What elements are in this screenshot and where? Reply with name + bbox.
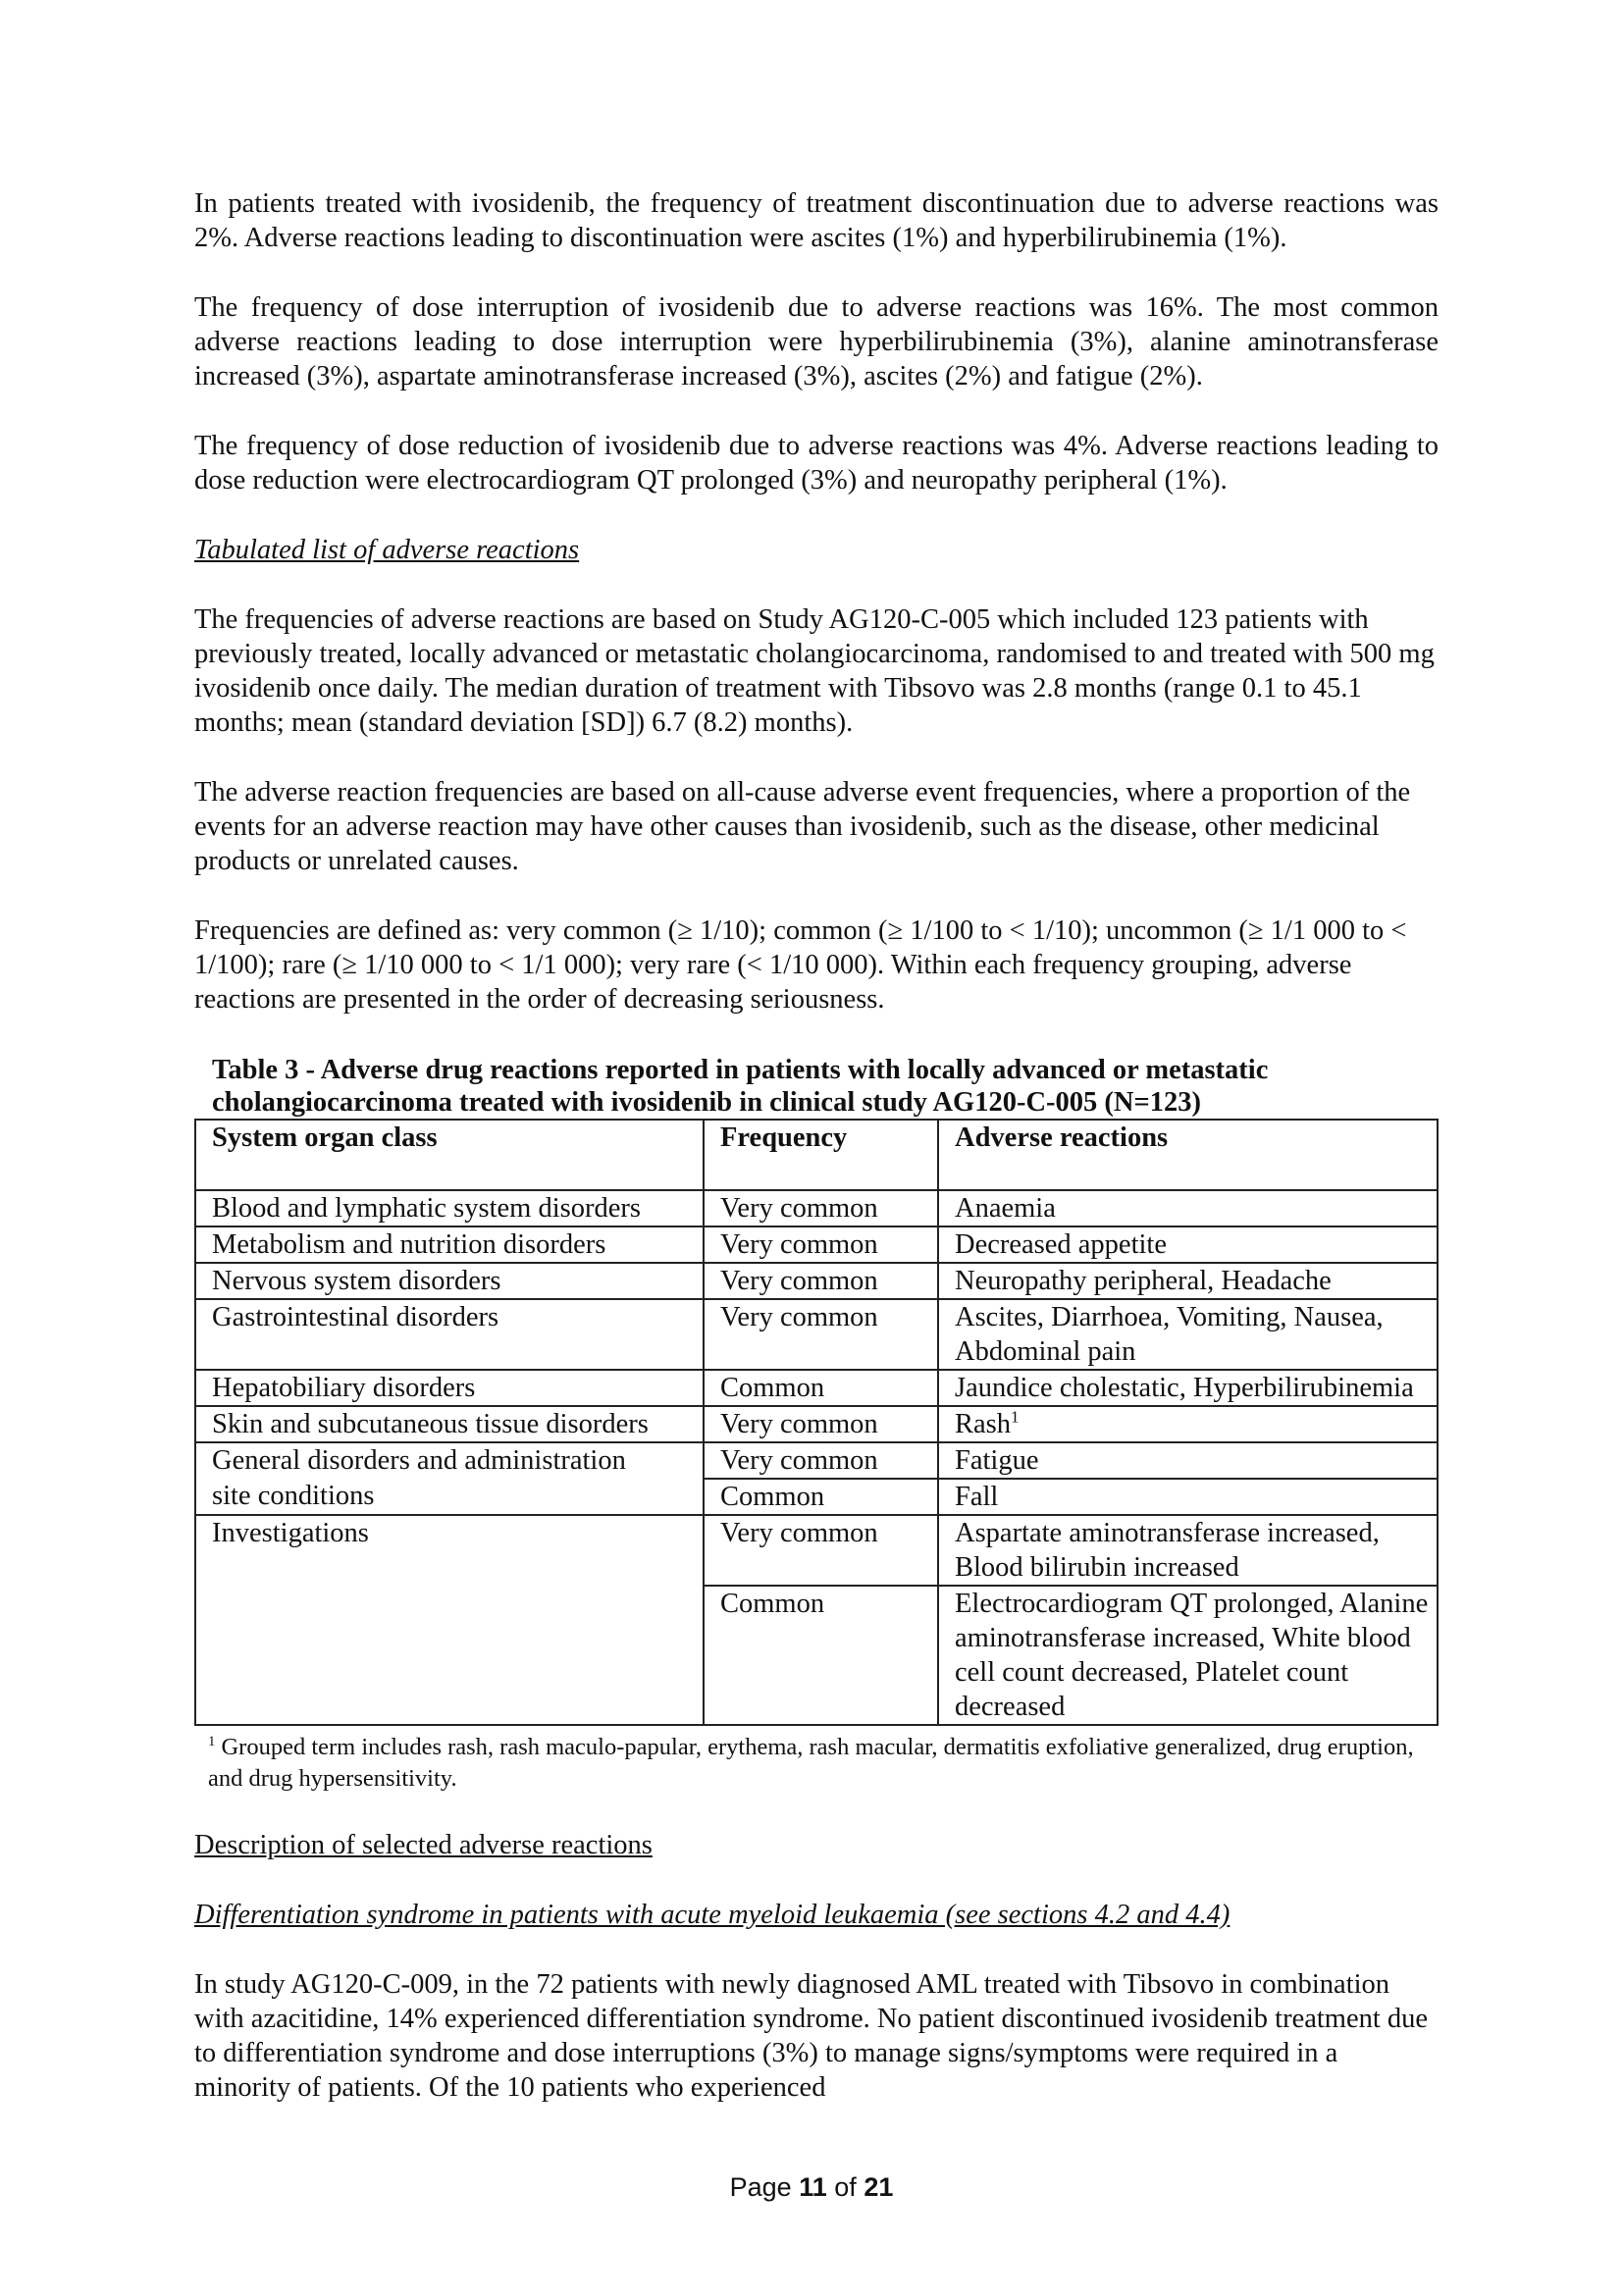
- cell-reactions: Electrocardiogram QT prolonged, Alanine aminotransferase increased, White blood cell count decreased, Platelet count decreased: [938, 1586, 1438, 1725]
- cell-frequency: Very common: [704, 1190, 938, 1226]
- adverse-reactions-table: [194, 1119, 1439, 1726]
- paragraph-study-basis: The frequencies of adverse reactions are based on Study AG120-C-005 which included 123 patients with previously treated, locally advanced or metastatic cholangiocarcinoma, randomised to and treated with 500 mg ivosidenib once daily. The median duration of treatment with Tibsovo was 2.8 months (range 0.1 to 45.1 months; mean (standard deviation [SD]) 6.7 (8.2) months).: [194, 604, 1435, 738]
- reaction-rash: Rash: [955, 1409, 1011, 1439]
- cell-soc: Gastrointestinal disorders: [195, 1299, 704, 1370]
- heading-description-selected: Description of selected adverse reactions: [194, 1830, 653, 1860]
- header-frequency: Frequency: [704, 1120, 938, 1190]
- paragraph-dose-interruption: The frequency of dose interruption of ivosidenib due to adverse reactions was 16%. The most common adverse reactions leading to dose interruption were hyperbilirubinemia (3%), alanine aminotransferase increased (3%), aspartate aminotransferase increased (3%), ascites (2%) and fatigue (2%).: [194, 292, 1439, 391]
- cell-reactions: Aspartate aminotransferase increased, Blood bilirubin increased: [938, 1515, 1438, 1586]
- table-row: [195, 1442, 1438, 1479]
- table-row: [195, 1370, 1438, 1406]
- cell-soc: Blood and lymphatic system disorders: [195, 1190, 704, 1226]
- cell-frequency: Common: [704, 1370, 938, 1406]
- cell-soc: General disorders and administration: [195, 1442, 704, 1479]
- table-row: [195, 1299, 1438, 1370]
- table-row: [195, 1226, 1438, 1263]
- table-header-row: [195, 1120, 1438, 1190]
- page-current: 11: [799, 2172, 827, 2202]
- cell-frequency: Very common: [704, 1515, 938, 1586]
- cell-soc: Skin and subcutaneous tissue disorders: [195, 1406, 704, 1442]
- page-label: Page: [729, 2172, 792, 2202]
- paragraph-frequency-basis: The adverse reaction frequencies are based on all-cause adverse event frequencies, where a proportion of the events for an adverse reaction may have other causes than ivosidenib, such as the disease, other medicinal products or unrelated causes.: [194, 777, 1411, 876]
- footnote-text: Grouped term includes rash, rash maculo-papular, erythema, rash macular, dermatitis exfoliative generalized, drug eruption, and drug hypersensitivity.: [208, 1734, 1414, 1792]
- table-footnote: [208, 1732, 1439, 1795]
- header-adverse-reactions: Adverse reactions: [938, 1120, 1438, 1190]
- cell-soc: Metabolism and nutrition disorders: [195, 1226, 704, 1263]
- footnote-marker: 1: [208, 1733, 216, 1749]
- cell-reactions: Decreased appetite: [938, 1226, 1438, 1263]
- heading-tabulated-list: Tabulated list of adverse reactions: [194, 535, 580, 565]
- paragraph-discontinuation: In patients treated with ivosidenib, the frequency of treatment discontinuation due to adverse reactions was 2%. Adverse reactions leading to discontinuation were ascites (1%) and hyperbilirubinemia (1%).: [194, 188, 1439, 253]
- cell-reactions: Fatigue: [938, 1442, 1438, 1479]
- cell-frequency: Very common: [704, 1263, 938, 1299]
- cell-soc: Nervous system disorders: [195, 1263, 704, 1299]
- cell-reactions: Fall: [938, 1479, 1438, 1515]
- cell-frequency: Common: [704, 1479, 938, 1515]
- cell-frequency: Very common: [704, 1442, 938, 1479]
- table-caption-line-1: Table 3 - Adverse drug reactions reported in patients with locally advanced or metastatic: [212, 1055, 1269, 1085]
- cell-frequency: Very common: [704, 1299, 938, 1370]
- table-row: [195, 1479, 1438, 1515]
- page-total: 21: [864, 2172, 894, 2202]
- cell-reactions: Ascites, Diarrhoea, Vomiting, Nausea, Abdominal pain: [938, 1299, 1438, 1370]
- footnote-ref: 1: [1011, 1407, 1020, 1427]
- table-row: [195, 1263, 1438, 1299]
- paragraph-frequency-definitions: Frequencies are defined as: very common (≥ 1/10); common (≥ 1/100 to < 1/10); uncommon (≥ 1/1 000 to < 1/100); rare (≥ 1/10 000 to < 1/1 000); very rare (< 1/10 000). Within each frequency grouping, adverse reactions are presented in the order of decreasing seriousness.: [194, 915, 1407, 1015]
- document-body: [194, 186, 1439, 2140]
- paragraph-study-009: In study AG120-C-009, in the 72 patients with newly diagnosed AML treated with Tibsovo in combination with azacitidine, 14% experienced differentiation syndrome. No patient discontinued ivosidenib treatment due to differentiation syndrome and dose interruptions (3%) to manage signs/symptoms were required in a minority of patients. Of the 10 patients who experienced: [194, 1969, 1429, 2103]
- page-number: [0, 2172, 1623, 2203]
- cell-reactions: Anaemia: [938, 1190, 1438, 1226]
- cell-frequency: Common: [704, 1586, 938, 1725]
- heading-differentiation-syndrome: Differentiation syndrome in patients with acute myeloid leukaemia (see sections 4.2 and 4.4): [194, 1900, 1230, 1930]
- header-system-organ-class: System organ class: [195, 1120, 704, 1190]
- cell-reactions: Jaundice cholestatic, Hyperbilirubinemia: [938, 1370, 1438, 1406]
- table-row: [195, 1515, 1438, 1586]
- paragraph-dose-reduction: The frequency of dose reduction of ivosidenib due to adverse reactions was 4%. Adverse reactions leading to dose reduction were electrocardiogram QT prolonged (3%) and neuropathy peripheral (1%).: [194, 431, 1439, 496]
- table-row: [195, 1190, 1438, 1226]
- table-caption: [212, 1054, 1439, 1119]
- cell-reactions: Neuropathy peripheral, Headache: [938, 1263, 1438, 1299]
- cell-frequency: Very common: [704, 1406, 938, 1442]
- table-row: [195, 1406, 1438, 1442]
- cell-soc: site conditions: [195, 1479, 704, 1515]
- cell-frequency: Very common: [704, 1226, 938, 1263]
- cell-reactions: [938, 1406, 1438, 1442]
- table-caption-line-2: cholangiocarcinoma treated with ivosidenib in clinical study AG120-C-005 (N=123): [212, 1087, 1201, 1118]
- cell-soc: Investigations: [195, 1515, 704, 1725]
- page-of: of: [834, 2172, 857, 2202]
- cell-soc: Hepatobiliary disorders: [195, 1370, 704, 1406]
